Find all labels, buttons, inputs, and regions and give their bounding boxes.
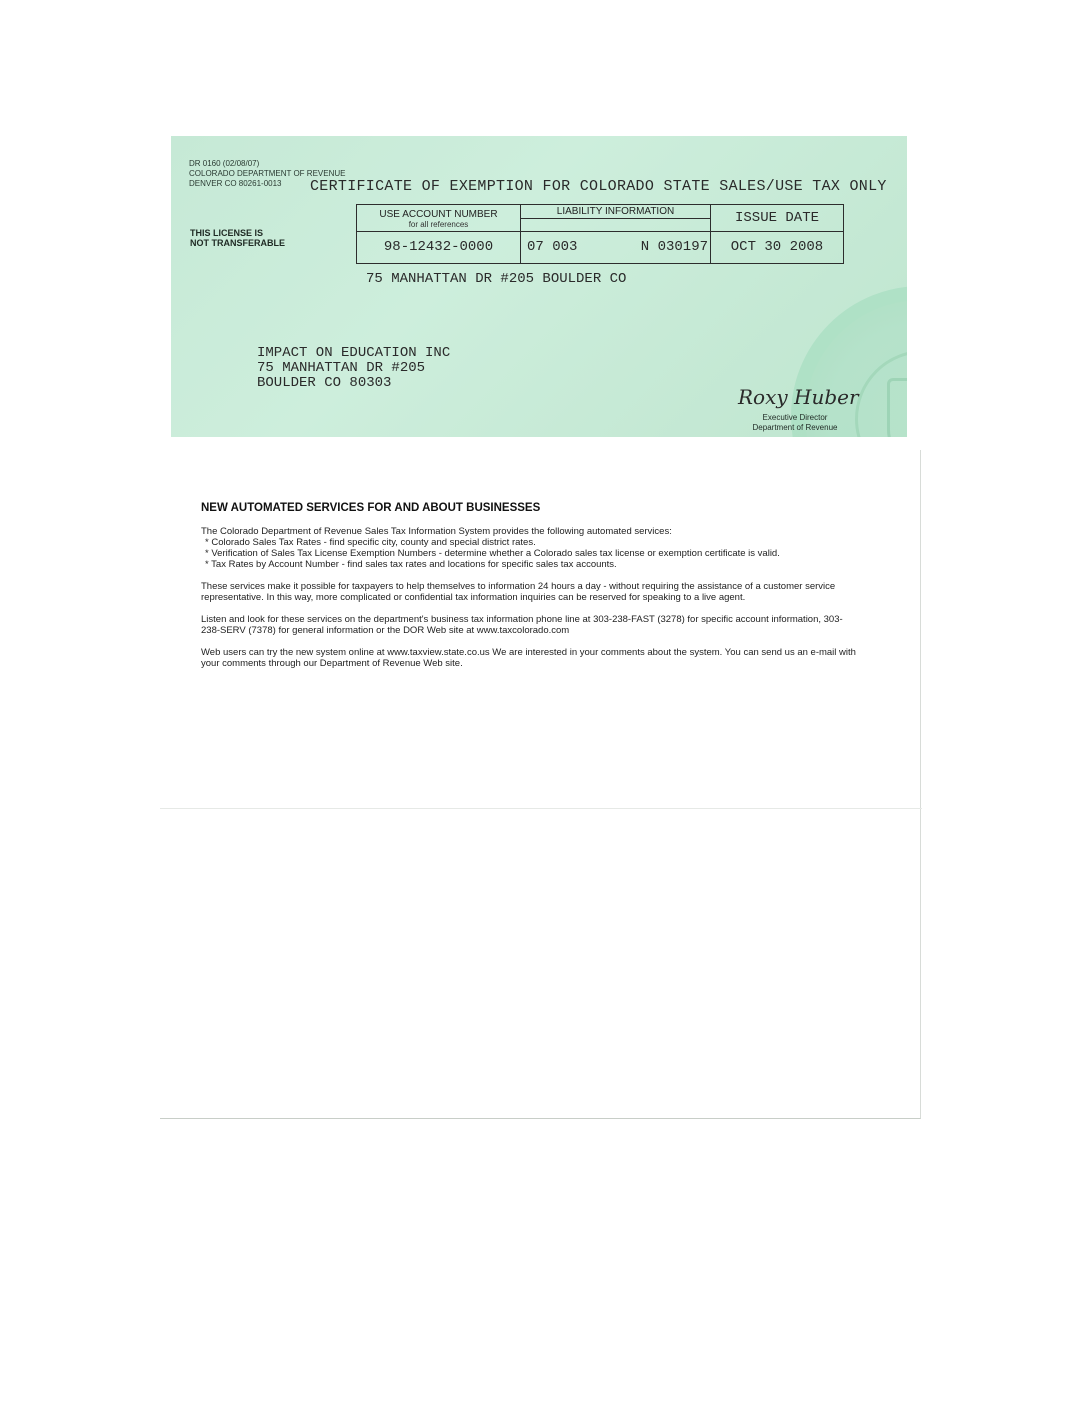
notice-paragraph: Listen and look for these services on the department's business tax information phone line at 303-238-FAST (3278) for specific account information, 303-238-SERV (7378) for general information or the DOR Web site at www.taxcolorado.com <box>201 614 843 636</box>
list-item: * Verification of Sales Tax License Exemption Numbers - determine whether a Colorado sales tax license or exemption certificate is valid. <box>201 548 861 559</box>
notice-paragraph: Web users can try the new system online at www.taxview.state.co.us We are interested in your comments about the system. You can send us an e-mail with your comments through our Department of Revenue Web site. <box>201 647 856 669</box>
account-number-value: 98-12432-0000 <box>357 232 521 263</box>
license-table <box>356 204 844 264</box>
liability-value: 07 003 N 030197 <box>521 232 711 263</box>
liability-header: LIABILITY INFORMATION <box>521 205 711 232</box>
seal-shield-icon <box>887 378 907 437</box>
account-number-header: USE ACCOUNT NUMBER for all references <box>357 205 521 232</box>
mailing-city: BOULDER CO 80303 <box>257 375 392 391</box>
fold-line <box>160 808 922 809</box>
mailing-address <box>257 346 450 391</box>
mailing-street: 75 MANHATTAN DR #205 <box>257 360 426 376</box>
notice-intro: The Colorado Department of Revenue Sales Tax Information System provides the following automated services: <box>201 526 672 537</box>
notice-paragraph: These services make it possible for taxpayers to help themselves to information 24 hours a day - without requiring the assistance of a customer service representative. In this way, more complicated or confidential tax information inquiries can be reserved for speaking to a live agent. <box>201 581 836 603</box>
form-number: DR 0160 (02/08/07) <box>189 159 260 168</box>
signature: Roxy Huber <box>738 385 859 409</box>
list-item: * Tax Rates by Account Number - find sales tax rates and locations for specific sales tax accounts. <box>201 559 861 570</box>
business-name: IMPACT ON EDUCATION INC <box>257 345 451 361</box>
issue-date-header: ISSUE DATE <box>711 205 843 232</box>
department-name: COLORADO DEPARTMENT OF REVENUE <box>189 169 346 178</box>
automated-services-notice <box>201 503 861 680</box>
issue-date-value: OCT 30 2008 <box>730 239 824 255</box>
signer-title: Executive Director Department of Revenue <box>752 413 838 432</box>
services-list <box>201 537 861 570</box>
list-item: * Colorado Sales Tax Rates - find specific city, county and special district rates. <box>201 537 861 548</box>
location-address: 75 MANHATTAN DR #205 BOULDER CO <box>366 271 627 287</box>
department-city: DENVER CO 80261-0013 <box>189 179 282 188</box>
notice-heading: NEW AUTOMATED SERVICES FOR AND ABOUT BUSINESSES <box>201 502 541 514</box>
certificate-title: CERTIFICATE OF EXEMPTION FOR COLORADO STATE SALES/USE TAX ONLY <box>310 178 887 195</box>
non-transferable-notice: THIS LICENSE IS NOT TRANSFERABLE <box>190 228 285 248</box>
